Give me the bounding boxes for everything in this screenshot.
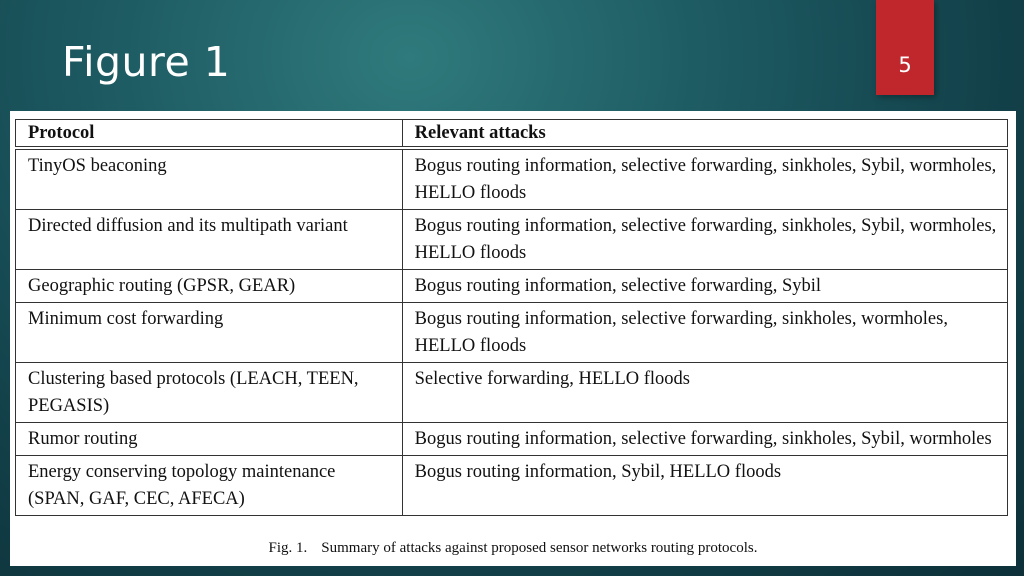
- caption-label: Fig. 1.: [268, 540, 308, 556]
- header-protocol: Protocol: [16, 120, 403, 147]
- attacks-cell: Selective forwarding, HELLO floods: [402, 363, 1007, 423]
- table-row: [16, 363, 1008, 423]
- attacks-cell: Bogus routing information, Sybil, HELLO floods: [402, 456, 1007, 516]
- figure-image: [10, 111, 1016, 566]
- header-relevant-attacks: Relevant attacks: [402, 120, 1007, 147]
- table-header-row: [16, 120, 1008, 147]
- table-row: [16, 270, 1008, 303]
- protocol-cell: Clustering based protocols (LEACH, TEEN, PEGASIS): [16, 363, 403, 423]
- attacks-cell: Bogus routing information, selective forwarding, sinkholes, Sybil, wormholes, HELLO floods: [402, 210, 1007, 270]
- protocol-cell: Minimum cost forwarding: [16, 303, 403, 363]
- protocol-cell: Energy conserving topology maintenance (SPAN, GAF, CEC, AFECA): [16, 456, 403, 516]
- attacks-cell: Bogus routing information, selective forwarding, sinkholes, Sybil, wormholes: [402, 423, 1007, 456]
- attacks-table: [15, 119, 1008, 516]
- page-number-tab: [876, 0, 934, 95]
- table-row: [16, 303, 1008, 363]
- slide-title: Figure 1: [62, 38, 231, 86]
- caption-text: Summary of attacks against proposed sensor networks routing protocols.: [321, 540, 758, 556]
- table-row: [16, 150, 1008, 210]
- protocol-cell: Geographic routing (GPSR, GEAR): [16, 270, 403, 303]
- attacks-cell: Bogus routing information, selective forwarding, sinkholes, wormholes, HELLO floods: [402, 303, 1007, 363]
- protocol-cell: TinyOS beaconing: [16, 150, 403, 210]
- table-row: [16, 456, 1008, 516]
- attacks-cell: Bogus routing information, selective forwarding, sinkholes, Sybil, wormholes, HELLO floods: [402, 150, 1007, 210]
- table-row: [16, 210, 1008, 270]
- protocol-cell: Directed diffusion and its multipath variant: [16, 210, 403, 270]
- table-row: [16, 423, 1008, 456]
- attacks-cell: Bogus routing information, selective forwarding, Sybil: [402, 270, 1007, 303]
- figure-caption: [10, 540, 1016, 557]
- page-number: 5: [898, 53, 912, 77]
- protocol-cell: Rumor routing: [16, 423, 403, 456]
